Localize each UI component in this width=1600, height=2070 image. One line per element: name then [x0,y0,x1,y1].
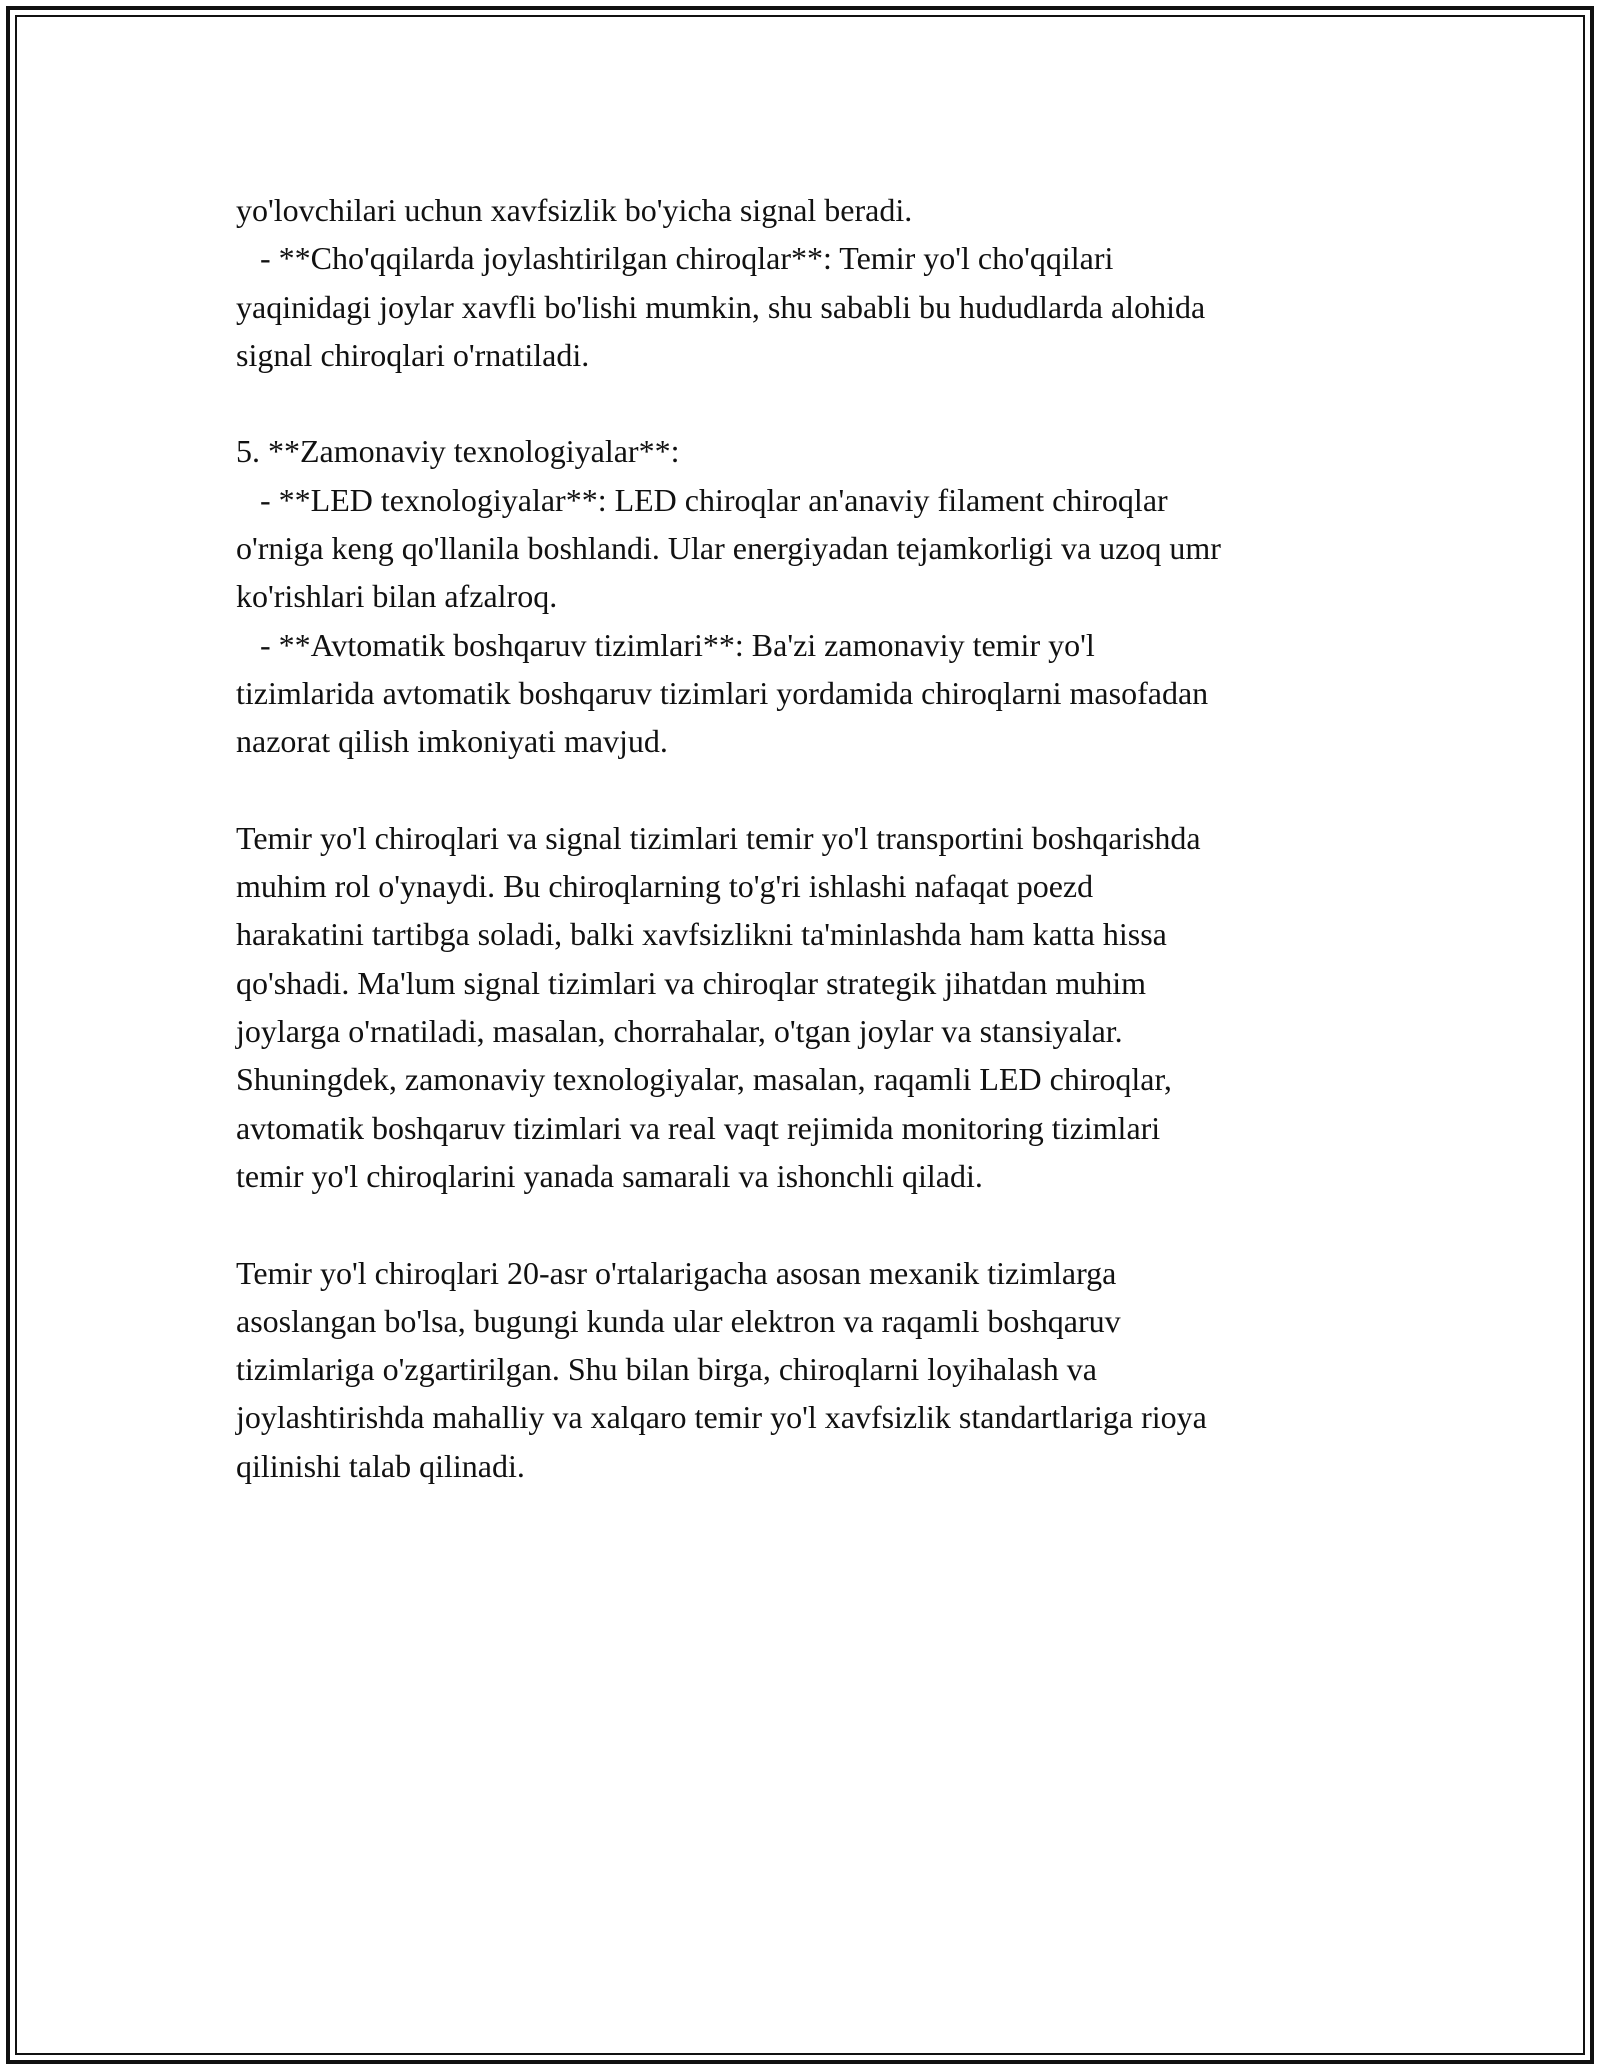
text-line: joylarga o'rnatiladi, masalan, chorrahalar, o'tgan joylar va stansiyalar. [236,1013,1123,1050]
text-line: Shuningdek, zamonaviy texnologiyalar, masalan, raqamli LED chiroqlar, [236,1061,1172,1098]
paragraph-gap [236,1200,1386,1248]
document-body [236,186,1386,1490]
text-line: yaqinidagi joylar xavfli bo'lishi mumkin, shu sababli bu hududlarda alohida [236,288,1206,325]
text-line: ko'rishlari bilan afzalroq. [236,578,558,615]
text-line: yo'lovchilari uchun xavfsizlik bo'yicha signal beradi. [236,192,913,228]
text-line: - **Cho'qqilarda joylashtirilgan chiroqlar**: Temir yo'l cho'qqilari [236,240,1114,277]
text-line: asoslangan bo'lsa, bugungi kunda ular elektron va raqamli boshqaruv [236,1302,1121,1339]
paragraph-modern-technologies [236,427,1386,765]
paragraph-gap [236,379,1386,427]
paragraph-crossing-lights [236,186,1386,379]
text-line: joylashtirishda mahalliy va xalqaro temir yo'l xavfsizlik standartlariga rioya [236,1399,1207,1436]
text-line: harakatini tartibga soladi, balki xavfsizlikni ta'minlashda ham katta hissa [236,916,1167,953]
text-line: qilinishi talab qilinadi. [236,1447,525,1484]
text-line: avtomatik boshqaruv tizimlari va real vaqt rejimida monitoring tizimlari [236,1109,1161,1146]
text-line: muhim rol o'ynaydi. Bu chiroqlarning to'g'ri ishlashi nafaqat poezd [236,868,1094,905]
text-line: signal chiroqlari o'rnatiladi. [236,336,590,373]
text-line: temir yo'l chiroqlarini yanada samarali va ishonchli qiladi. [236,1157,983,1194]
paragraph-gap [236,766,1386,814]
text-line: 5. **Zamonaviy texnologiyalar**: [236,433,680,470]
text-line: tizimlariga o'zgartirilgan. Shu bilan birga, chiroqlarni loyihalash va [236,1351,1097,1388]
text-line: Temir yo'l chiroqlari va signal tizimlari temir yo'l transportini boshqarishda [236,819,1201,856]
paragraph-summary [236,814,1386,1200]
paragraph-history [236,1249,1386,1490]
text-line: qo'shadi. Ma'lum signal tizimlari va chiroqlar strategik jihatdan muhim [236,964,1146,1001]
text-line: nazorat qilish imkoniyati mavjud. [236,723,668,760]
text-line: Temir yo'l chiroqlari 20-asr o'rtalarigacha asosan mexanik tizimlarga [236,1254,1117,1291]
text-line: - **Avtomatik boshqaruv tizimlari**: Ba'zi zamonaviy temir yo'l [236,626,1095,663]
text-line: o'rniga keng qo'llanila boshlandi. Ular energiyadan tejamkorligi va uzoq umr [236,530,1221,567]
text-line: tizimlarida avtomatik boshqaruv tizimlari yordamida chiroqlarni masofadan [236,674,1209,711]
text-line: - **LED texnologiyalar**: LED chiroqlar an'anaviy filament chiroqlar [236,481,1168,518]
